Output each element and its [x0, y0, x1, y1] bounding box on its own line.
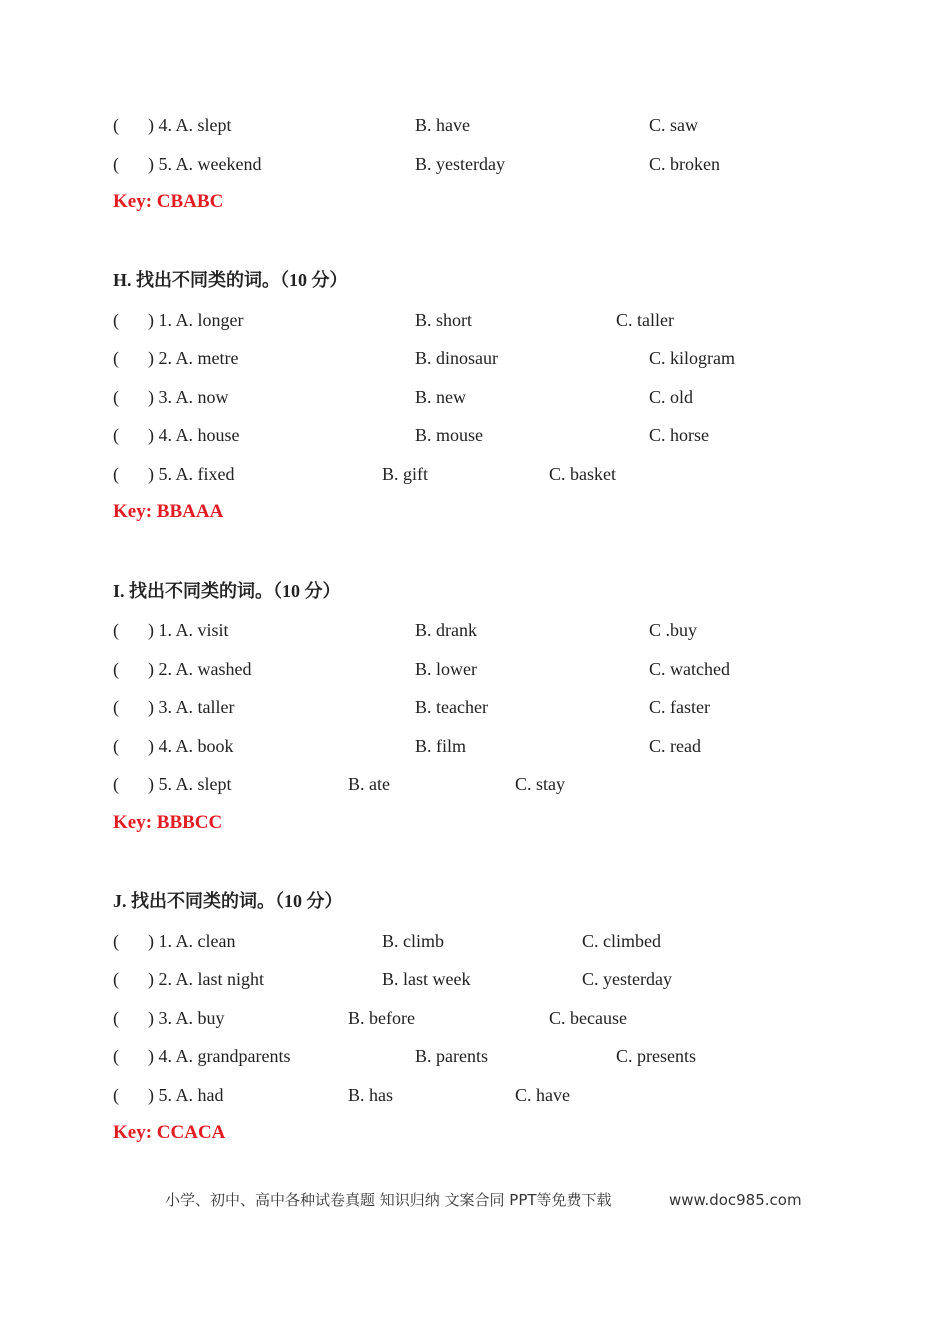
question-option-c: C. saw — [649, 115, 698, 135]
answer-paren-open: ( — [113, 1085, 119, 1105]
question-option-a: ) 5. A. weekend — [148, 154, 262, 174]
answer-key: Key: CBABC — [113, 191, 224, 212]
question-option-b: B. has — [348, 1085, 393, 1105]
question-option-c: C. old — [649, 387, 694, 407]
question-option-a: ) 2. A. metre — [148, 348, 239, 368]
question-option-c: C. because — [549, 1008, 627, 1028]
question-option-a: ) 2. A. washed — [148, 659, 252, 679]
question-option-a: ) 3. A. taller — [148, 697, 235, 717]
question-row — [0, 618, 950, 642]
answer-paren-open: ( — [113, 310, 119, 330]
question-option-b: B. teacher — [415, 697, 488, 717]
question-option-b: B. ate — [348, 774, 390, 794]
answer-paren-open: ( — [113, 736, 119, 756]
question-row — [0, 462, 950, 486]
question-option-b: B. film — [415, 736, 467, 756]
question-row — [0, 385, 950, 409]
question-row — [0, 113, 950, 137]
answer-key: Key: BBAAA — [113, 501, 224, 522]
question-option-b: B. gift — [382, 464, 429, 484]
section-heading-h: H. 找出不同类的词。（10 分） — [113, 270, 348, 290]
question-option-a: ) 3. A. now — [148, 387, 229, 407]
question-row — [0, 1006, 950, 1030]
section-heading-i: I. 找出不同类的词。（10 分） — [113, 581, 341, 601]
question-option-c: C. faster — [649, 697, 710, 717]
question-option-a: ) 1. A. visit — [148, 620, 229, 640]
answer-key: Key: BBBCC — [113, 812, 223, 833]
answer-paren-open: ( — [113, 115, 119, 135]
question-option-b: B. parents — [415, 1046, 488, 1066]
answer-paren-open: ( — [113, 348, 119, 368]
answer-paren-open: ( — [113, 1046, 119, 1066]
question-option-b: B. lower — [415, 659, 477, 679]
question-row — [0, 423, 950, 447]
question-option-c: C. stay — [515, 774, 566, 794]
question-option-a: ) 2. A. last night — [148, 969, 264, 989]
question-option-a: ) 3. A. buy — [148, 1008, 225, 1028]
question-option-c: C. climbed — [582, 931, 661, 951]
footer-text: 小学、初中、高中各种试卷真题 知识归纳 文案合同 PPT等免费下载 — [165, 1191, 612, 1209]
question-option-a: ) 5. A. slept — [148, 774, 232, 794]
answer-paren-open: ( — [113, 931, 119, 951]
question-option-c: C. basket — [549, 464, 616, 484]
question-option-b: B. new — [415, 387, 466, 407]
question-option-b: B. climb — [382, 931, 444, 951]
question-row — [0, 1044, 950, 1068]
question-option-b: B. have — [415, 115, 470, 135]
question-option-c: C. read — [649, 736, 701, 756]
answer-paren-open: ( — [113, 969, 119, 989]
answer-key: Key: CCACA — [113, 1122, 226, 1143]
section-heading-j: J. 找出不同类的词。（10 分） — [113, 891, 343, 911]
question-row — [0, 308, 950, 332]
question-row — [0, 1083, 950, 1107]
question-option-c: C. broken — [649, 154, 720, 174]
question-option-b: B. last week — [382, 969, 471, 989]
answer-paren-open: ( — [113, 620, 119, 640]
answer-paren-open: ( — [113, 387, 119, 407]
question-row — [0, 929, 950, 953]
answer-paren-open: ( — [113, 425, 119, 445]
question-option-b: B. short — [415, 310, 473, 330]
question-option-a: ) 4. A. book — [148, 736, 234, 756]
question-option-a: ) 1. A. longer — [148, 310, 244, 330]
question-option-c: C .buy — [649, 620, 698, 640]
answer-paren-open: ( — [113, 697, 119, 717]
question-option-a: ) 4. A. grandparents — [148, 1046, 291, 1066]
question-option-b: B. dinosaur — [415, 348, 498, 368]
question-option-a: ) 1. A. clean — [148, 931, 236, 951]
answer-paren-open: ( — [113, 1008, 119, 1028]
question-option-c: C. kilogram — [649, 348, 735, 368]
question-row — [0, 734, 950, 758]
footer-url[interactable]: www.doc985.com — [669, 1191, 802, 1209]
question-option-b: B. before — [348, 1008, 415, 1028]
question-option-a: ) 4. A. house — [148, 425, 240, 445]
question-row — [0, 346, 950, 370]
question-option-b: B. drank — [415, 620, 477, 640]
question-option-c: C. presents — [616, 1046, 696, 1066]
question-row — [0, 695, 950, 719]
answer-paren-open: ( — [113, 464, 119, 484]
question-option-a: ) 5. A. fixed — [148, 464, 235, 484]
question-option-c: C. horse — [649, 425, 709, 445]
answer-paren-open: ( — [113, 154, 119, 174]
question-row — [0, 967, 950, 991]
question-option-c: C. watched — [649, 659, 730, 679]
answer-paren-open: ( — [113, 774, 119, 794]
answer-paren-open: ( — [113, 659, 119, 679]
question-option-a: ) 5. A. had — [148, 1085, 224, 1105]
question-option-c: C. have — [515, 1085, 570, 1105]
question-option-b: B. yesterday — [415, 154, 505, 174]
question-option-a: ) 4. A. slept — [148, 115, 232, 135]
question-row — [0, 152, 950, 176]
question-option-c: C. yesterday — [582, 969, 672, 989]
question-row — [0, 657, 950, 681]
question-option-b: B. mouse — [415, 425, 484, 445]
page-footer — [0, 1188, 950, 1212]
question-row — [0, 772, 950, 796]
question-option-c: C. taller — [616, 310, 674, 330]
